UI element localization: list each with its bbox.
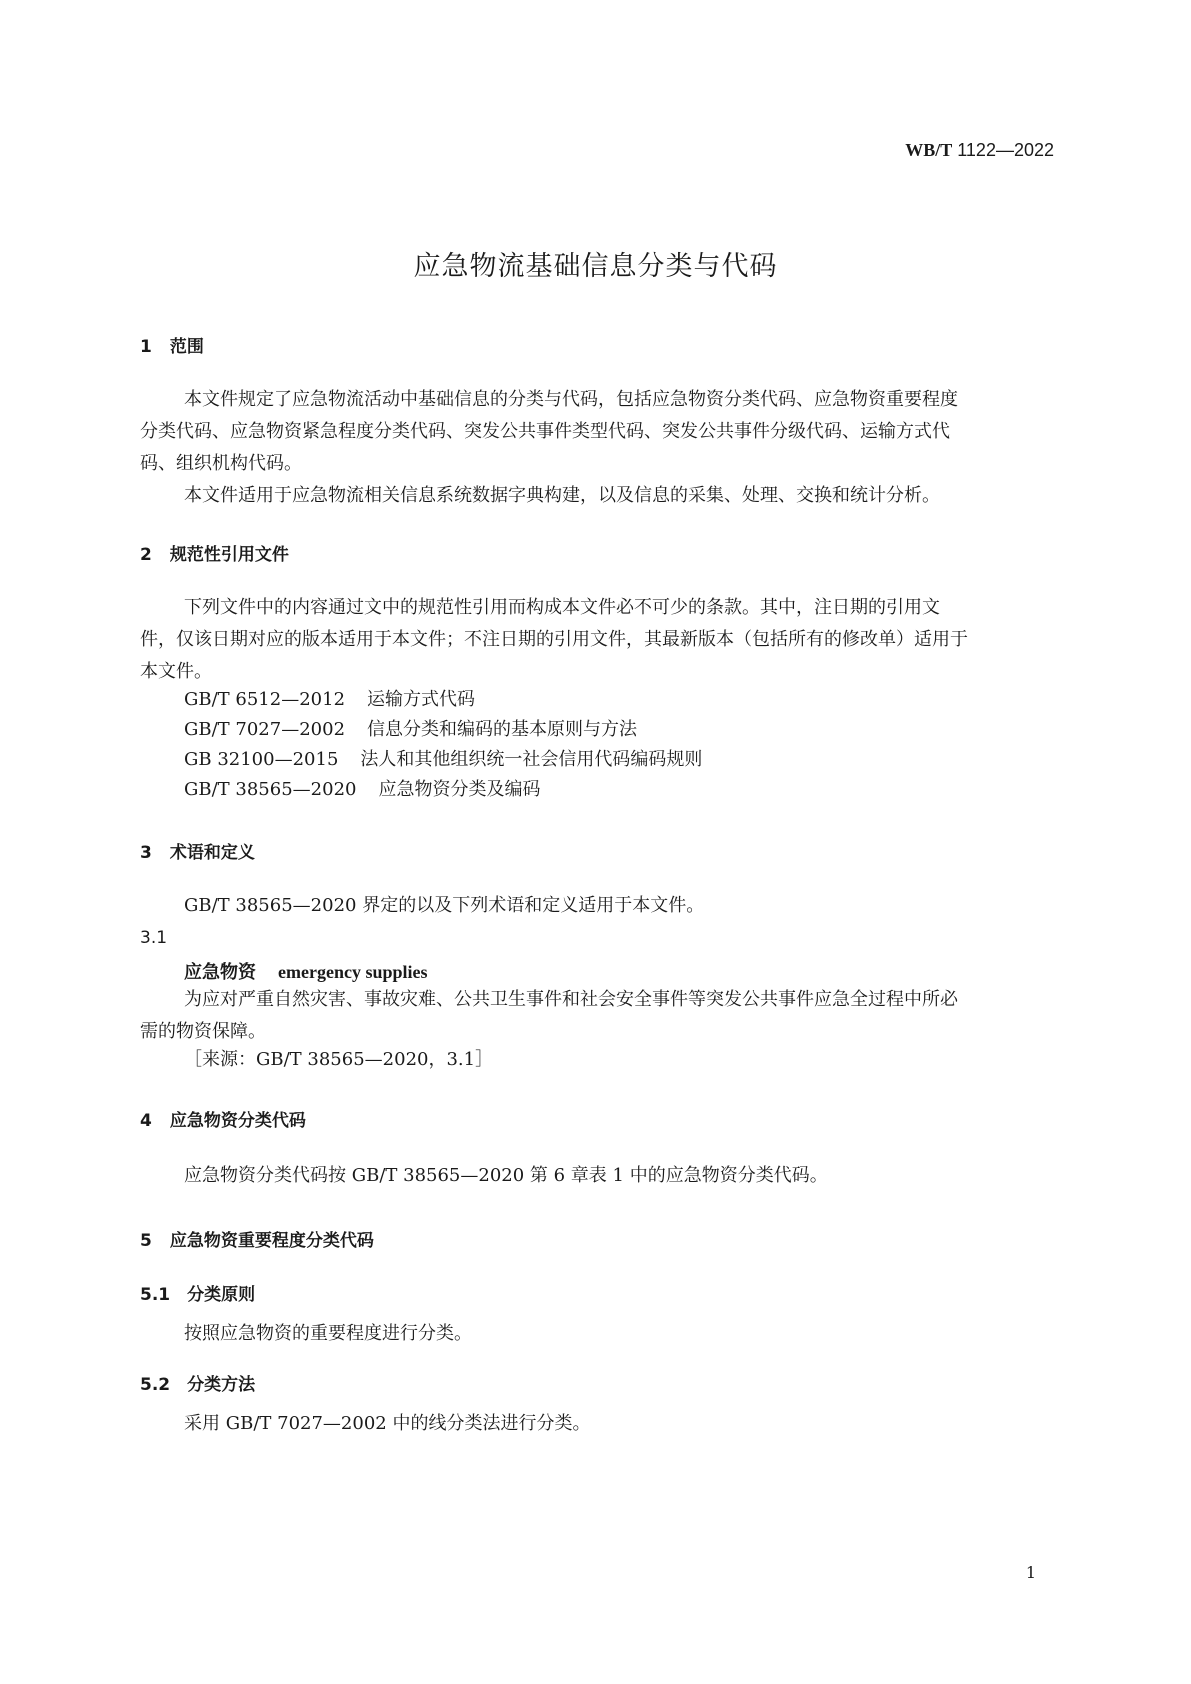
reference-name: 法人和其他组织统一社会信用代码编码规则 xyxy=(360,749,703,770)
section-4-heading xyxy=(140,1106,306,1131)
section-title: 术语和定义 xyxy=(169,843,255,863)
section-1-heading xyxy=(140,332,204,357)
section-3-heading xyxy=(140,838,255,863)
term-english: emergency supplies xyxy=(278,962,428,982)
section-number: 2 xyxy=(140,545,152,565)
term-chinese: 应急物资 xyxy=(184,962,256,983)
standard-code: 1122—2022 xyxy=(957,140,1054,160)
document-title: 应急物流基础信息分类与代码 xyxy=(413,251,778,282)
section-title: 应急物资重要程度分类代码 xyxy=(169,1231,374,1251)
section-5-heading xyxy=(140,1226,374,1251)
normative-reference xyxy=(184,714,637,746)
text-line: 分类代码、应急物资紧急程度分类代码、突发公共事件类型代码、突发公共事件分级代码、运输方式代 xyxy=(140,421,950,442)
subsection-5-2-paragraph: 采用 GB/T 7027—2002 中的线分类法进行分类。 xyxy=(184,1413,591,1434)
section-title: 规范性引用文件 xyxy=(169,545,289,565)
section-number: 1 xyxy=(140,337,152,357)
text-line: 件，仅该日期对应的版本适用于本文件；不注日期的引用文件，其最新版本（包括所有的修改单）适用于 xyxy=(140,629,968,650)
term-number: 3.1 xyxy=(140,928,168,948)
section-1-paragraph-1 xyxy=(140,384,1060,480)
normative-reference xyxy=(184,684,475,716)
subsection-5-2-heading xyxy=(140,1370,255,1395)
term-source: ［来源：GB/T 38565—2020，3.1］ xyxy=(184,1049,494,1070)
section-number: 5 xyxy=(140,1231,152,1251)
standard-number xyxy=(800,140,1054,161)
reference-name: 信息分类和编码的基本原则与方法 xyxy=(367,719,638,740)
section-3-intro: GB/T 38565—2020 界定的以及下列术语和定义适用于本文件。 xyxy=(184,895,705,916)
section-number: 4 xyxy=(140,1111,152,1131)
reference-code: GB/T 38565—2020 xyxy=(184,779,357,800)
section-number: 3 xyxy=(140,843,152,863)
reference-name: 运输方式代码 xyxy=(367,689,476,710)
subsection-5-1-heading xyxy=(140,1280,255,1305)
subsection-title: 分类原则 xyxy=(187,1285,256,1305)
text-line: 下列文件中的内容通过文中的规范性引用而构成本文件必不可少的条款。其中，注日期的引用文 xyxy=(184,597,940,618)
text-line: 需的物资保障。 xyxy=(140,1021,266,1042)
standard-prefix: WB/T xyxy=(905,140,953,160)
section-1-paragraph-2: 本文件适用于应急物流相关信息系统数据字典构建，以及信息的采集、处理、交换和统计分析。 xyxy=(184,485,940,506)
text-line: 本文件规定了应急物流活动中基础信息的分类与代码，包括应急物资分类代码、应急物资重要程度 xyxy=(184,389,958,410)
section-4-paragraph: 应急物资分类代码按 GB/T 38565—2020 第 6 章表 1 中的应急物资分类代码。 xyxy=(184,1165,828,1186)
section-title: 范围 xyxy=(169,337,204,357)
subsection-number: 5.1 xyxy=(140,1285,171,1305)
reference-code: GB 32100—2015 xyxy=(184,749,339,770)
normative-reference xyxy=(184,774,540,806)
subsection-number: 5.2 xyxy=(140,1375,171,1395)
term-definition xyxy=(140,984,1060,1048)
subsection-5-1-paragraph: 按照应急物资的重要程度进行分类。 xyxy=(184,1323,472,1344)
page-number: 1 xyxy=(1025,1563,1036,1582)
text-line: 码、组织机构代码。 xyxy=(140,453,302,474)
subsection-title: 分类方法 xyxy=(187,1375,256,1395)
section-2-paragraph-1 xyxy=(140,592,1060,688)
reference-name: 应急物资分类及编码 xyxy=(378,779,541,800)
text-line: 为应对严重自然灾害、事故灾难、公共卫生事件和社会安全事件等突发公共事件应急全过程中所必 xyxy=(184,989,958,1010)
section-title: 应急物资分类代码 xyxy=(169,1111,306,1131)
reference-code: GB/T 6512—2012 xyxy=(184,689,346,710)
term-entry xyxy=(184,958,427,984)
section-2-heading xyxy=(140,540,289,565)
text-line: 本文件。 xyxy=(140,661,212,682)
normative-reference xyxy=(184,744,702,776)
reference-code: GB/T 7027—2002 xyxy=(184,719,346,740)
